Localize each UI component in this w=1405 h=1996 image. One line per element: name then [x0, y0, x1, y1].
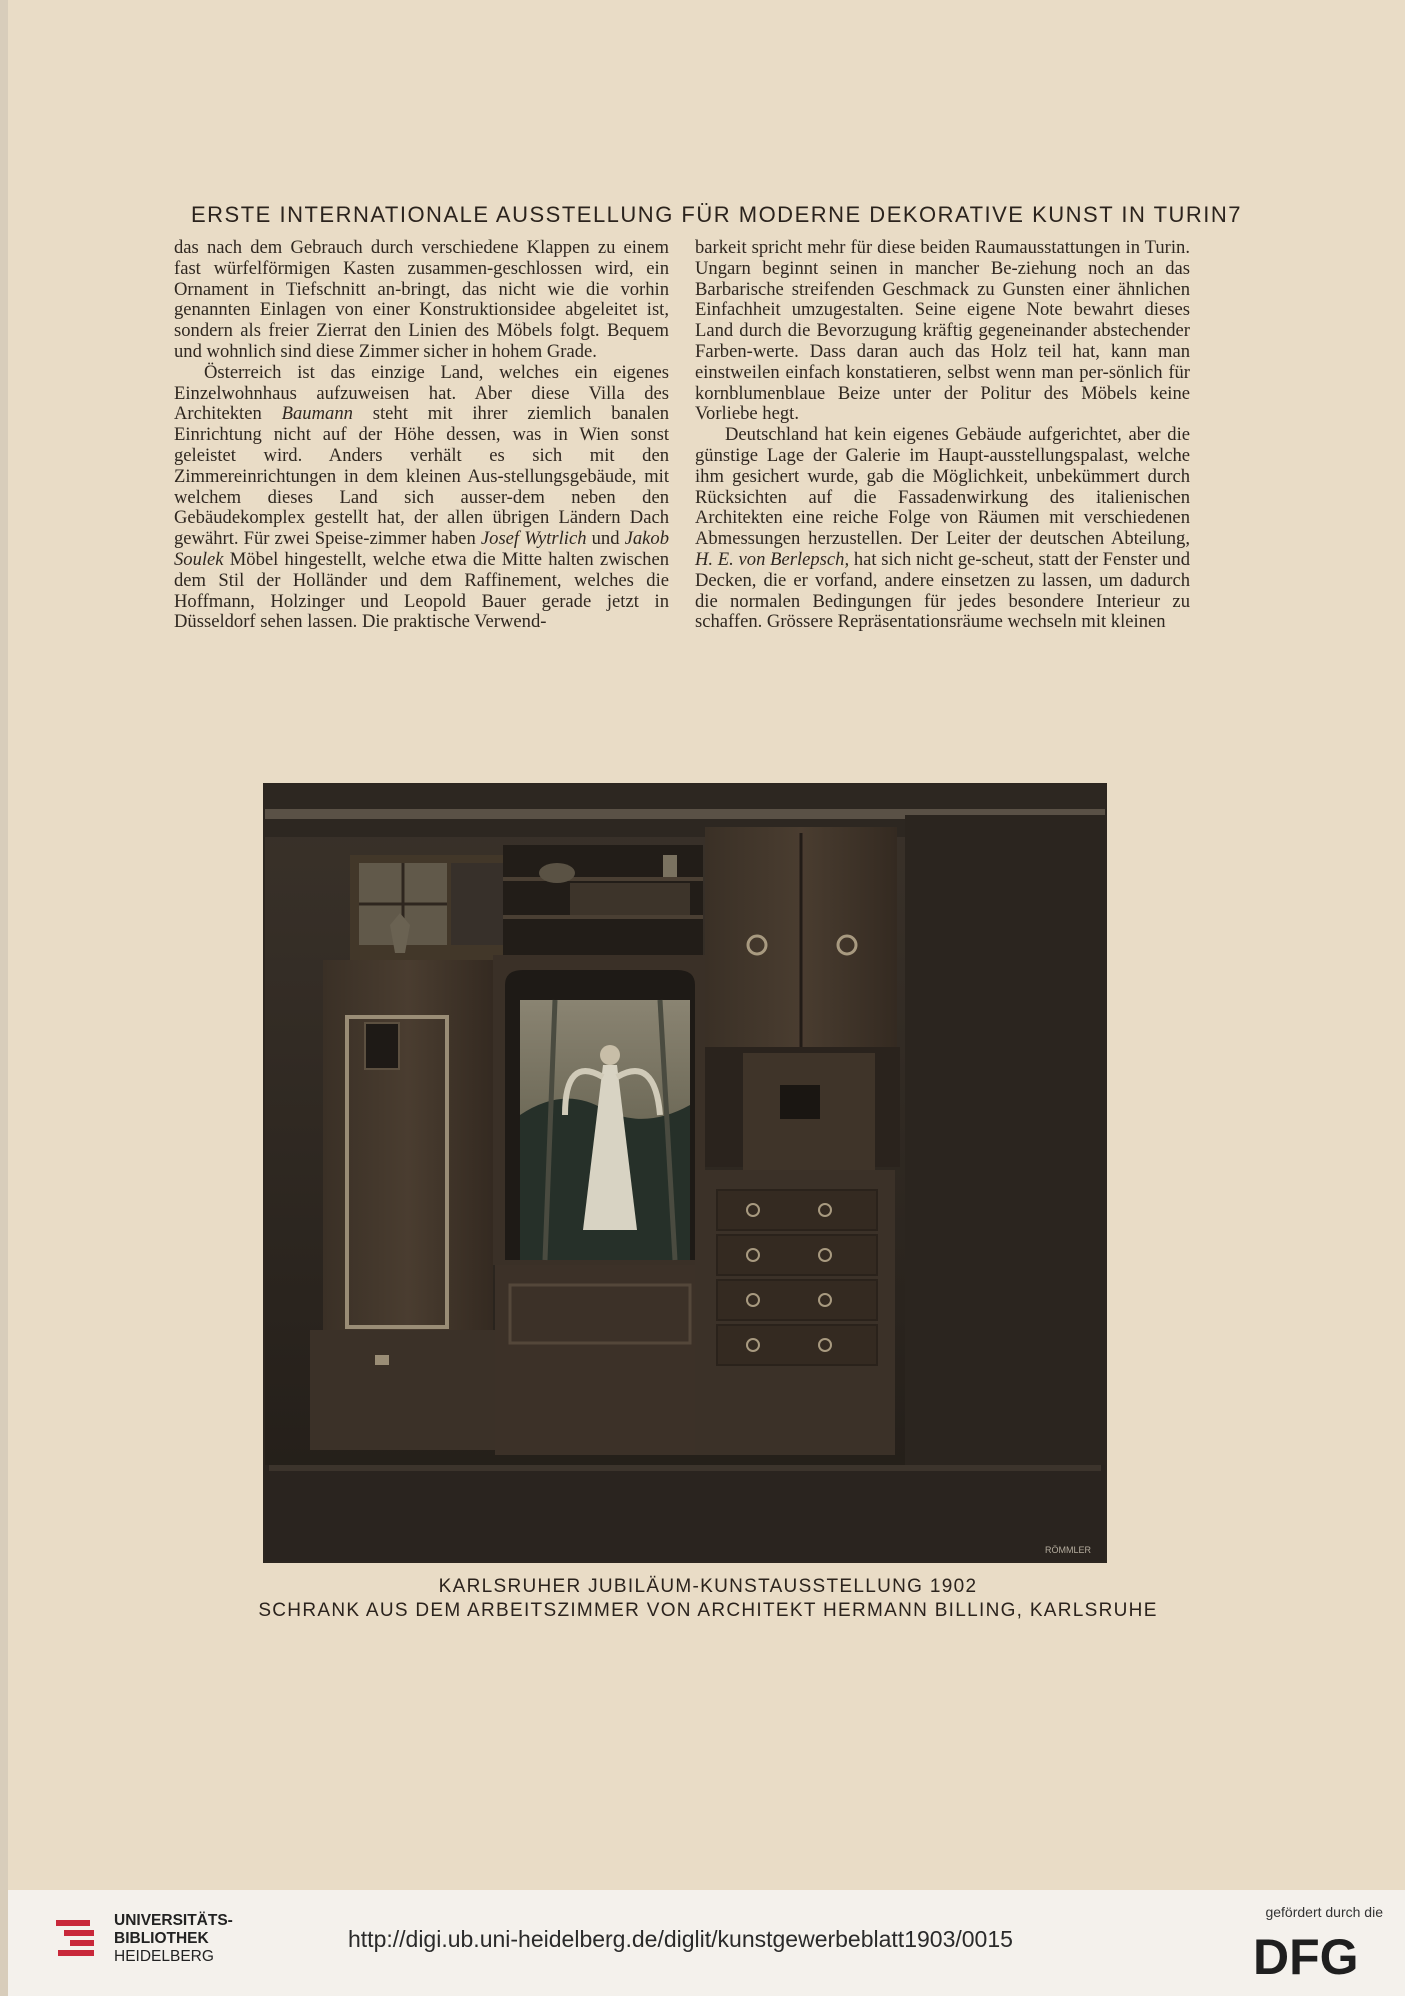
library-logo-icon: [56, 1910, 106, 1960]
paragraph: [174, 363, 669, 633]
running-title: ERSTE INTERNATIONALE AUSSTELLUNG FÜR MODERNE DEKORATIVE KUNST IN TURIN: [191, 202, 1229, 227]
library-line-2: BIBLIOTHEK: [114, 1930, 209, 1947]
text-run: Möbel hingestellt, welche etwa die Mitte halten zwischen dem Stil der Holländer und dem Raffinement, welches die Hoffmann, Holzinger und Leopold Bauer gerade jetzt in Düsseldorf sehen lassen. Die praktische Verwend-: [174, 548, 669, 633]
library-line-3: HEIDELBERG: [114, 1948, 214, 1965]
text-run: hat sich nicht ge-scheut, statt der Fenster und Decken, die er vorfand, andere einsetzen zu lassen, um dadurch die normalen Bedingungen für jedes besondere Interieur zu schaffen. Grössere Repräsentationsräume wechseln mit kleinen: [695, 548, 1191, 633]
figure-caption: [188, 1575, 1228, 1623]
page-number: 7: [1228, 202, 1243, 227]
text-run: Österreich ist das einzige Land, welches ein eigenes Einzelwohnhaus aufzuweisen hat. Aber diese Villa des Architekten: [174, 361, 669, 425]
library-name: [114, 1912, 233, 1966]
person-name: Baumann: [281, 403, 353, 425]
cabinet-photograph: [263, 783, 1107, 1563]
dfg-logo-text: DFG: [1253, 1930, 1359, 1980]
photographer-mark: RÖMMLER: [1045, 1545, 1092, 1555]
left-text-column: [174, 238, 669, 633]
scan-edge: [0, 0, 8, 1996]
person-name: Josef Wytrlich: [480, 528, 587, 550]
paragraph: [695, 425, 1190, 633]
funded-by-label: gefördert durch die: [1265, 1904, 1383, 1920]
running-head: [191, 197, 1243, 233]
digitization-footer: [8, 1890, 1405, 1996]
text-run: und: [591, 528, 620, 550]
paragraph: barkeit spricht mehr für diese beiden Raumausstattungen in Turin. Ungarn beginnt seinen in mancher Be-ziehung noch an das Barbarische streifenden Geschmack zu Gunsten einer ähnlichen Einfachheit umzugestalten. Seine eigene Note bewahrt dieses Land durch die Bevorzugung kräftig gegeneinander abstechender Farben-werte. Dass daran auch das Holz teil hat, kann man einstweilen einfach konstatieren, selbst wenn man per-sönlich für kornblumenblaue Beize unter der Politur des Möbels keine Vorliebe hegt.: [695, 237, 1190, 425]
paragraph: das nach dem Gebrauch durch verschiedene Klappen zu einem fast würfelförmigen Kasten zusammen-geschlossen wird, ein Ornament in Tiefschnitt an-bringt, das nicht wie die vorhin genannten Einlagen von einer Konstruktionsidee abgeleitet ist, sondern als freier Zierrat den Linien des Möbels folgt. Bequem und wohnlich sind diese Zimmer sicher in hohem Grade.: [174, 237, 669, 362]
book-page: [8, 0, 1405, 1890]
dfg-logo-icon: [1253, 1930, 1383, 1980]
caption-line-1: KARLSRUHER JUBILÄUM-KUNSTAUSSTELLUNG 1902: [438, 1576, 978, 1597]
text-run: steht mit ihrer ziemlich banalen Einrichtung nicht auf der Höhe dessen, was in Wien sonst geleistet wird. Anders verhält es sich mit den Zimmereinrichtungen in dem kleinen Aus-stellungsgebäude, mit welchem dieses Land sich ausser-dem neben den Gebäudekomplex gestellt hat, der allen übrigen Ländern Dach gewährt. Für zwei Speise-zimmer haben: [174, 403, 670, 550]
right-text-column: [695, 238, 1190, 633]
text-run: Deutschland hat kein eigenes Gebäude aufgerichtet, aber die günstige Lage der Galerie im Haupt-ausstellungspalast, welche ihm gesichert wurde, gab die Möglichkeit, unbekümmert durch Rücksichten auf die Fassadenwirkung des italienischen Architekten eine reiche Folge von Räumen mit verschiedenen Abmessungen herzustellen. Der Leiter der deutschen Abteilung,: [695, 424, 1190, 550]
library-line-1: UNIVERSITÄTS-: [114, 1912, 233, 1929]
person-name: H. E. von Berlepsch,: [695, 548, 850, 570]
person-name: Jakob Soulek: [174, 528, 670, 570]
caption-line-2: SCHRANK AUS DEM ARBEITSZIMMER VON ARCHITEKT HERMANN BILLING, KARLSRUHE: [258, 1600, 1158, 1621]
digitization-url[interactable]: http://digi.ub.uni-heidelberg.de/diglit/kunstgewerbeblatt1903/0015: [348, 1926, 1013, 1952]
